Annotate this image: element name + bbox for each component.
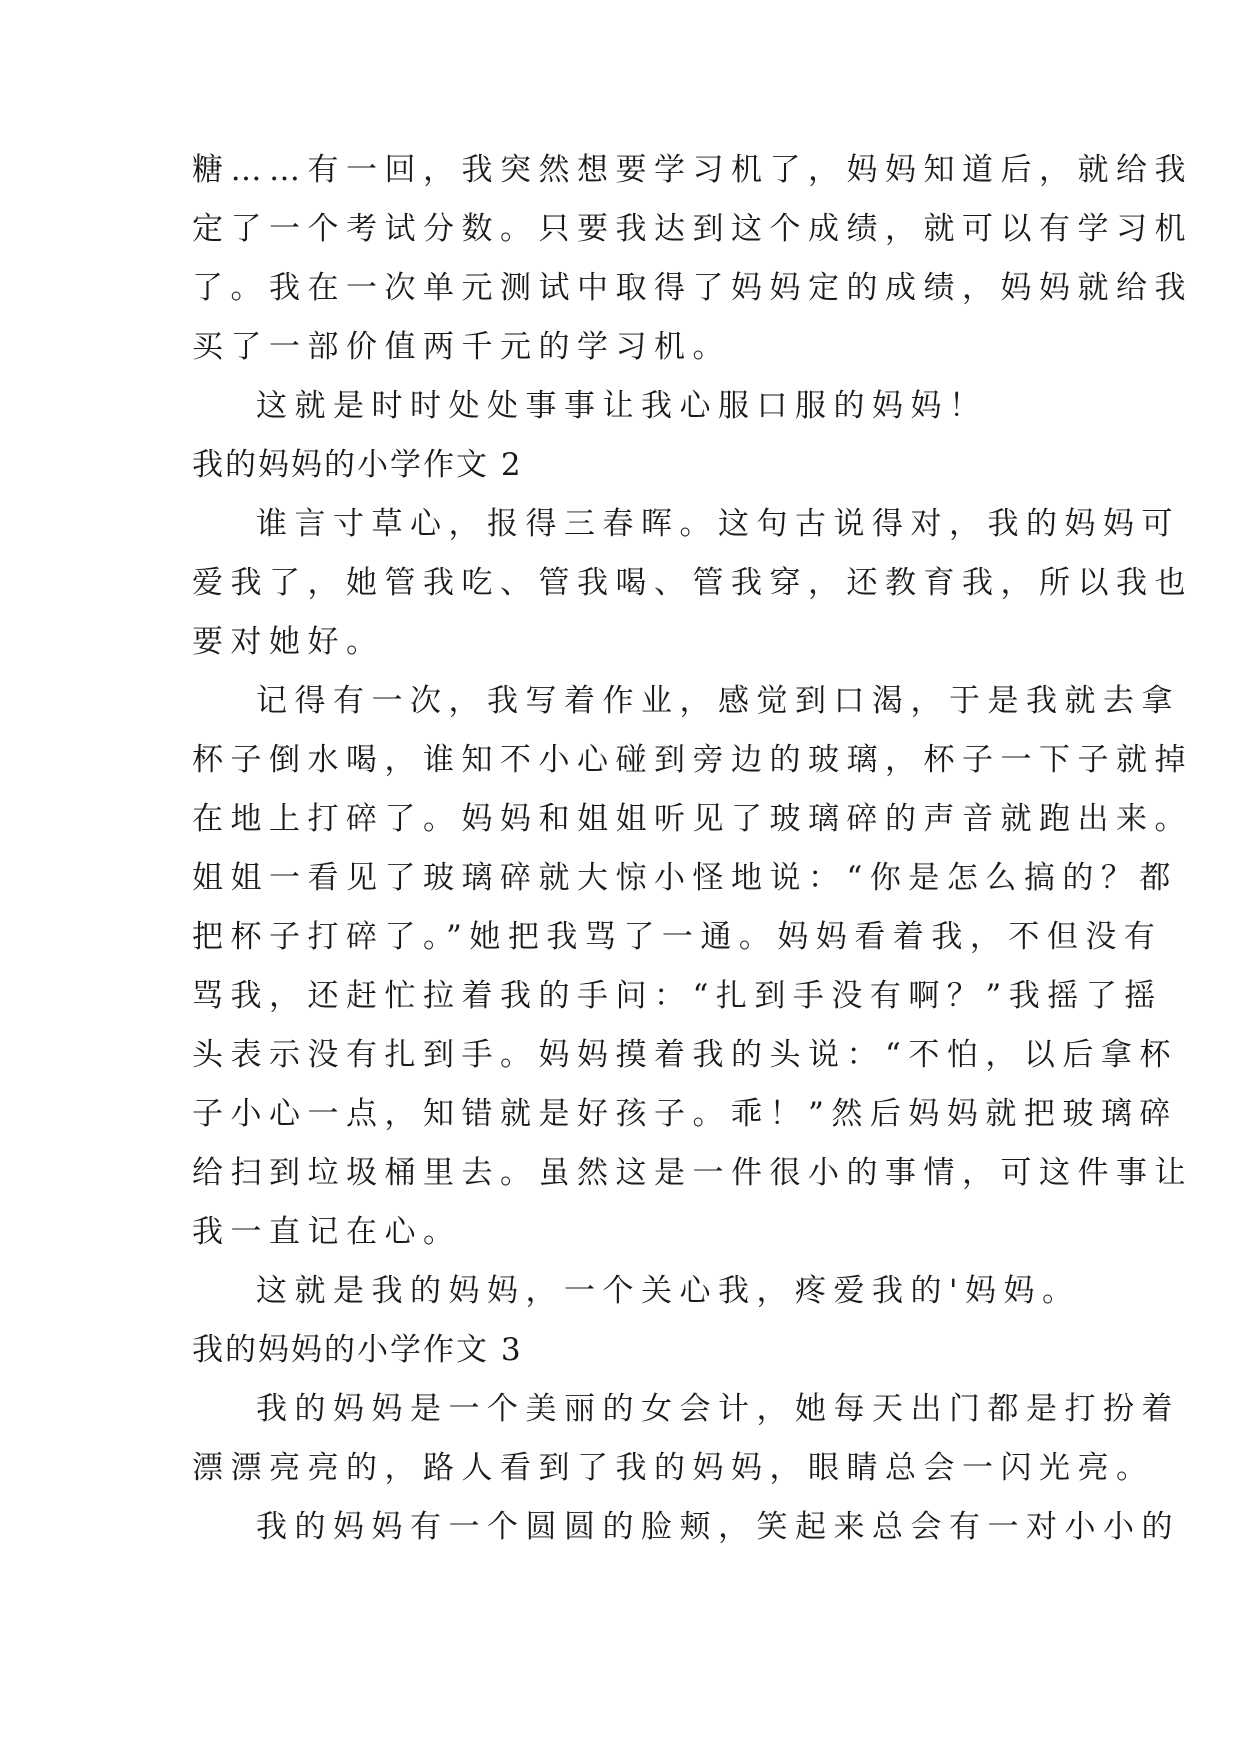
text-line: 姐姐一看见了玻璃碎就大惊小怪地说：“你是怎么搞的？都 <box>192 860 1178 896</box>
text-line: 给扫到垃圾桶里去。虽然这是一件很小的事情，可这件事让 <box>192 1155 1193 1191</box>
text-line: 这就是我的妈妈，一个关心我，疼爱我的'妈妈。 <box>256 1273 1081 1309</box>
text-line: 在地上打碎了。妈妈和姐姐听见了玻璃碎的声音就跑出来。 <box>192 801 1193 837</box>
section-heading: 我的妈妈的小学作文 2 <box>192 447 523 483</box>
text-line: 我一直记在心。 <box>192 1214 462 1250</box>
text-line: 骂我，还赶忙拉着我的手问：“扎到手没有啊？”我摇了摇 <box>192 978 1163 1014</box>
text-line: 这就是时时处处事事让我心服口服的妈妈！ <box>256 388 988 424</box>
text-line: 我的妈妈是一个美丽的女会计，她每天出门都是打扮着 <box>256 1391 1180 1427</box>
text-line: 定了一个考试分数。只要我达到这个成绩，就可以有学习机 <box>192 211 1193 247</box>
text-line: 记得有一次，我写着作业，感觉到口渴，于是我就去拿 <box>256 683 1180 719</box>
text-line: 买了一部价值两千元的学习机。 <box>192 329 731 365</box>
text-line: 谁言寸草心，报得三春晖。这句古说得对，我的妈妈可 <box>256 506 1180 542</box>
text-line: 爱我了，她管我吃、管我喝、管我穿，还教育我，所以我也 <box>192 565 1193 601</box>
text-line: 糖……有一回，我突然想要学习机了，妈妈知道后，就给我 <box>192 152 1193 188</box>
section-heading: 我的妈妈的小学作文 3 <box>192 1332 523 1368</box>
text-line: 杯子倒水喝，谁知不小心碰到旁边的玻璃，杯子一下子就掉 <box>192 742 1193 778</box>
text-line: 子小心一点，知错就是好孩子。乖！”然后妈妈就把玻璃碎 <box>192 1096 1178 1132</box>
text-line: 漂漂亮亮的，路人看到了我的妈妈，眼睛总会一闪光亮。 <box>192 1450 1155 1486</box>
text-line: 我的妈妈有一个圆圆的脸颊，笑起来总会有一对小小的 <box>256 1509 1180 1545</box>
text-line: 把杯子打碎了。”她把我骂了一通。妈妈看着我，不但没有 <box>192 919 1163 955</box>
text-line: 了。我在一次单元测试中取得了妈妈定的成绩，妈妈就给我 <box>192 270 1193 306</box>
text-line: 要对她好。 <box>192 624 385 660</box>
text-line: 头表示没有扎到手。妈妈摸着我的头说：“不怕，以后拿杯 <box>192 1037 1178 1073</box>
